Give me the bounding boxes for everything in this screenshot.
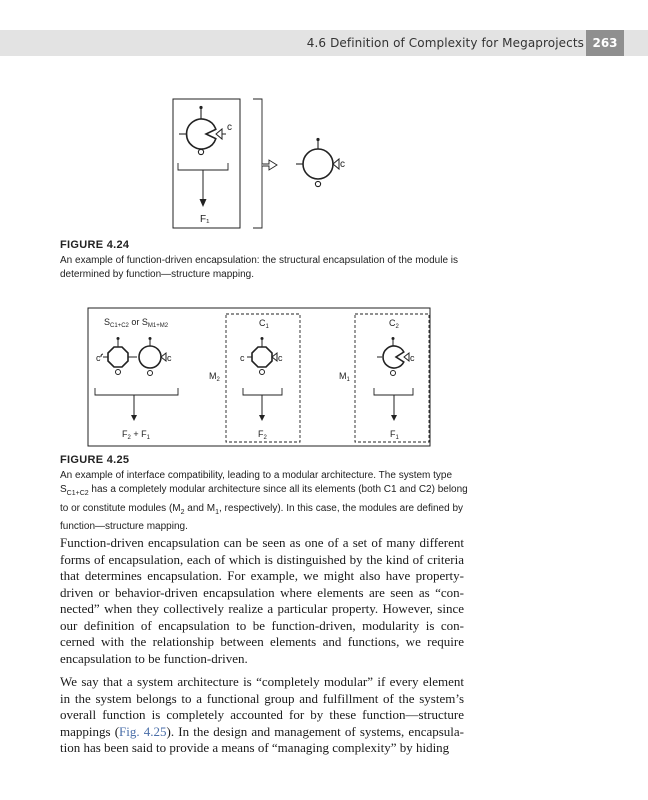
- function-label-f2-f1: $F_2 + F_1$: [122, 429, 150, 441]
- svg-text:c: c: [278, 353, 283, 363]
- caption-text: An example of function-driven encapsulation: the structural encapsulation of the module is determined by function—structure mapping.: [60, 254, 459, 280]
- component-c1-module: [252, 347, 272, 367]
- svg-text:c: c: [167, 353, 172, 363]
- system-box: [88, 308, 430, 446]
- component-c2-left: [139, 346, 161, 368]
- figure-4-25-caption: [60, 453, 470, 535]
- arrow-down-icon: [391, 415, 397, 421]
- svg-text:c: c: [340, 159, 345, 170]
- arrow-down-icon: [259, 415, 265, 421]
- paragraph: We say that a system architecture is “completely modular” if every element in the system belongs to a functional group and fulfillment of the system’s overall function is completely accounted for by these function—structure mappings (Fig. 4.25). In the design and management of systems, encapsula-tion has been said to provide a means of “managing complexity” by hiding: [60, 674, 465, 755]
- figure-label: FIGURE 4.25: [60, 454, 130, 466]
- body-text: [60, 535, 464, 764]
- figure-reference-link[interactable]: Fig. 4.25: [119, 723, 167, 739]
- module-m1-label: $M_1$: [339, 371, 350, 383]
- svg-text:c: c: [96, 353, 101, 363]
- figure-label: FIGURE 4.24: [60, 239, 130, 251]
- svg-text:c: c: [410, 353, 415, 363]
- paragraph: Function-driven encapsulation can be seen as one of a set of many different forms of encapsulation, each of which is distinguished by the kind of criteria that determines encapsulation. For example, we might also have property-driven or behavior-driven encapsulation where elements are seen as “con-nected” when they collectively realize a particular property. However, since our definition of encapsulation to be function-driven, modularity is con-cerned with the relationship between elements and functions, we require encapsulation to be function-driven.: [60, 535, 464, 666]
- section-title: 4.6 Definition of Complexity for Megaprojects: [306, 36, 584, 50]
- module-m2-label: $M_2$: [209, 371, 220, 383]
- page-number: 263: [586, 30, 624, 56]
- function-label-f2: $F_2$: [258, 429, 267, 441]
- component-c2-label: $C_2$: [389, 318, 399, 330]
- port-c-label: c: [227, 122, 232, 133]
- svg-text:c: c: [240, 353, 245, 363]
- component-c1-left: [108, 347, 128, 367]
- component-c1-label: $C_1$: [259, 318, 269, 330]
- component-c2-module: [383, 346, 404, 368]
- system-type-label: $S_{C1+C2}$ or $S_{M1+M2}$: [104, 317, 169, 329]
- caption-text: An example of interface compatibility, leading to a modular architecture. The system type $S_{C1+C2}$ has a completely modular architecture since all its elements (both C1 and C2) belong to or constitute modules ($M_2$ and $M_1$, respectively). In this case, the modules are defined by function—structure mapping.: [60, 469, 468, 532]
- function-label-f1: F₁: [200, 214, 210, 225]
- module-m1-box: [355, 314, 429, 442]
- module-m2-box: [226, 314, 300, 442]
- function-label-f1: $F_1$: [390, 429, 399, 441]
- arrow-down-icon: [131, 415, 137, 421]
